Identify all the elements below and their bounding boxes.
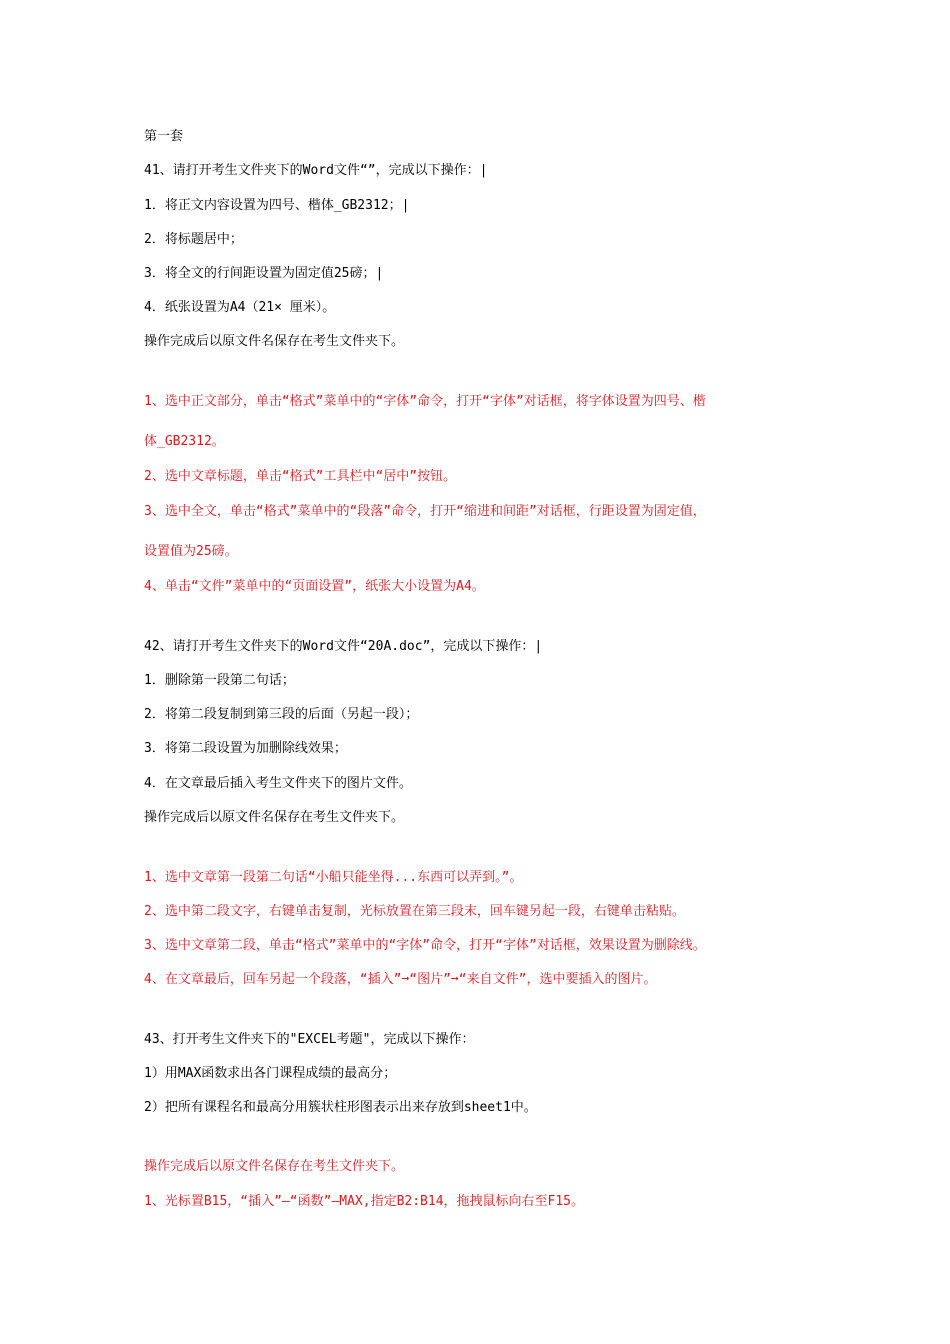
q42-step-2: 2．将第二段复制到第三段的后面（另起一段）； — [144, 707, 419, 722]
q42-step-1: 1．删除第一段第二句话； — [144, 673, 295, 688]
q43-answer-1: 1、光标置B15，“插入”—“函数”—MAX,指定B2:B14，拖拽鼠标向右至F15。 — [144, 1194, 585, 1209]
q41-answer-3: 3、选中全文，单击“格式”菜单中的“段落”命令，打开“缩进和间距”对话框，行距设置为固定值， — [144, 504, 706, 519]
q41-answer-1: 1、选中正文部分，单击“格式”菜单中的“字体”命令，打开“字体”对话框，将字体设置为四号、楷 — [144, 394, 706, 409]
q42-answer-3: 3、选中文章第二段，单击“格式”菜单中的“字体”命令，打开“字体”对话框，效果设置为删除线。 — [144, 938, 706, 953]
q43-step-2: 2）把所有课程名和最高分用簇状柱形图表示出来存放到sheet1中。 — [144, 1100, 537, 1115]
q41-answer-3-cont: 设置值为25磅。 — [144, 544, 238, 559]
question-42: 42、请打开考生文件夹下的Word文件“20A.doc”，完成以下操作：| — [144, 639, 543, 654]
q42-step-3: 3．将第二段设置为加删除线效果； — [144, 741, 347, 756]
q42-step-4: 4．在文章最后插入考生文件夹下的图片文件。 — [144, 776, 412, 791]
q41-answer-1-cont: 体_GB2312。 — [144, 434, 225, 449]
q42-answer-2: 2、选中第二段文字，右键单击复制，光标放置在第三段末，回车键另起一段，右键单击粘贴。 — [144, 904, 685, 919]
q41-answer-2: 2、选中文章标题，单击“格式”工具栏中“居中”按钮。 — [144, 469, 457, 484]
q41-step-4: 4．纸张设置为A4（21× 厘米）。 — [144, 300, 336, 315]
q42-save-note: 操作完成后以原文件名保存在考生文件夹下。 — [144, 810, 405, 825]
q42-answer-1: 1、选中文章第一段第二句话“小船只能坐得...东西可以弄到。”。 — [144, 870, 523, 885]
question-43: 43、打开考生文件夹下的"EXCEL考题"，完成以下操作： — [144, 1032, 475, 1047]
q42-answer-4: 4、在文章最后，回车另起一个段落，“插入”➞“图片”➞“来自文件”，选中要插入的图片。 — [144, 972, 657, 987]
section-title: 第一套 — [144, 129, 184, 144]
q41-save-note: 操作完成后以原文件名保存在考生文件夹下。 — [144, 334, 405, 349]
q41-step-2: 2．将标题居中； — [144, 232, 243, 247]
q41-step-3: 3．将全文的行间距设置为固定值25磅；| — [144, 266, 384, 281]
q41-answer-4: 4、单击“文件”菜单中的“页面设置”，纸张大小设置为A4。 — [144, 579, 485, 594]
q43-save-note: 操作完成后以原文件名保存在考生文件夹下。 — [144, 1159, 405, 1174]
q41-step-1: 1．将正文内容设置为四号、楷体_GB2312；| — [144, 198, 410, 213]
question-41: 41、请打开考生文件夹下的Word文件“”，完成以下操作：| — [144, 163, 488, 178]
q43-step-1: 1）用MAX函数求出各门课程成绩的最高分； — [144, 1066, 397, 1081]
